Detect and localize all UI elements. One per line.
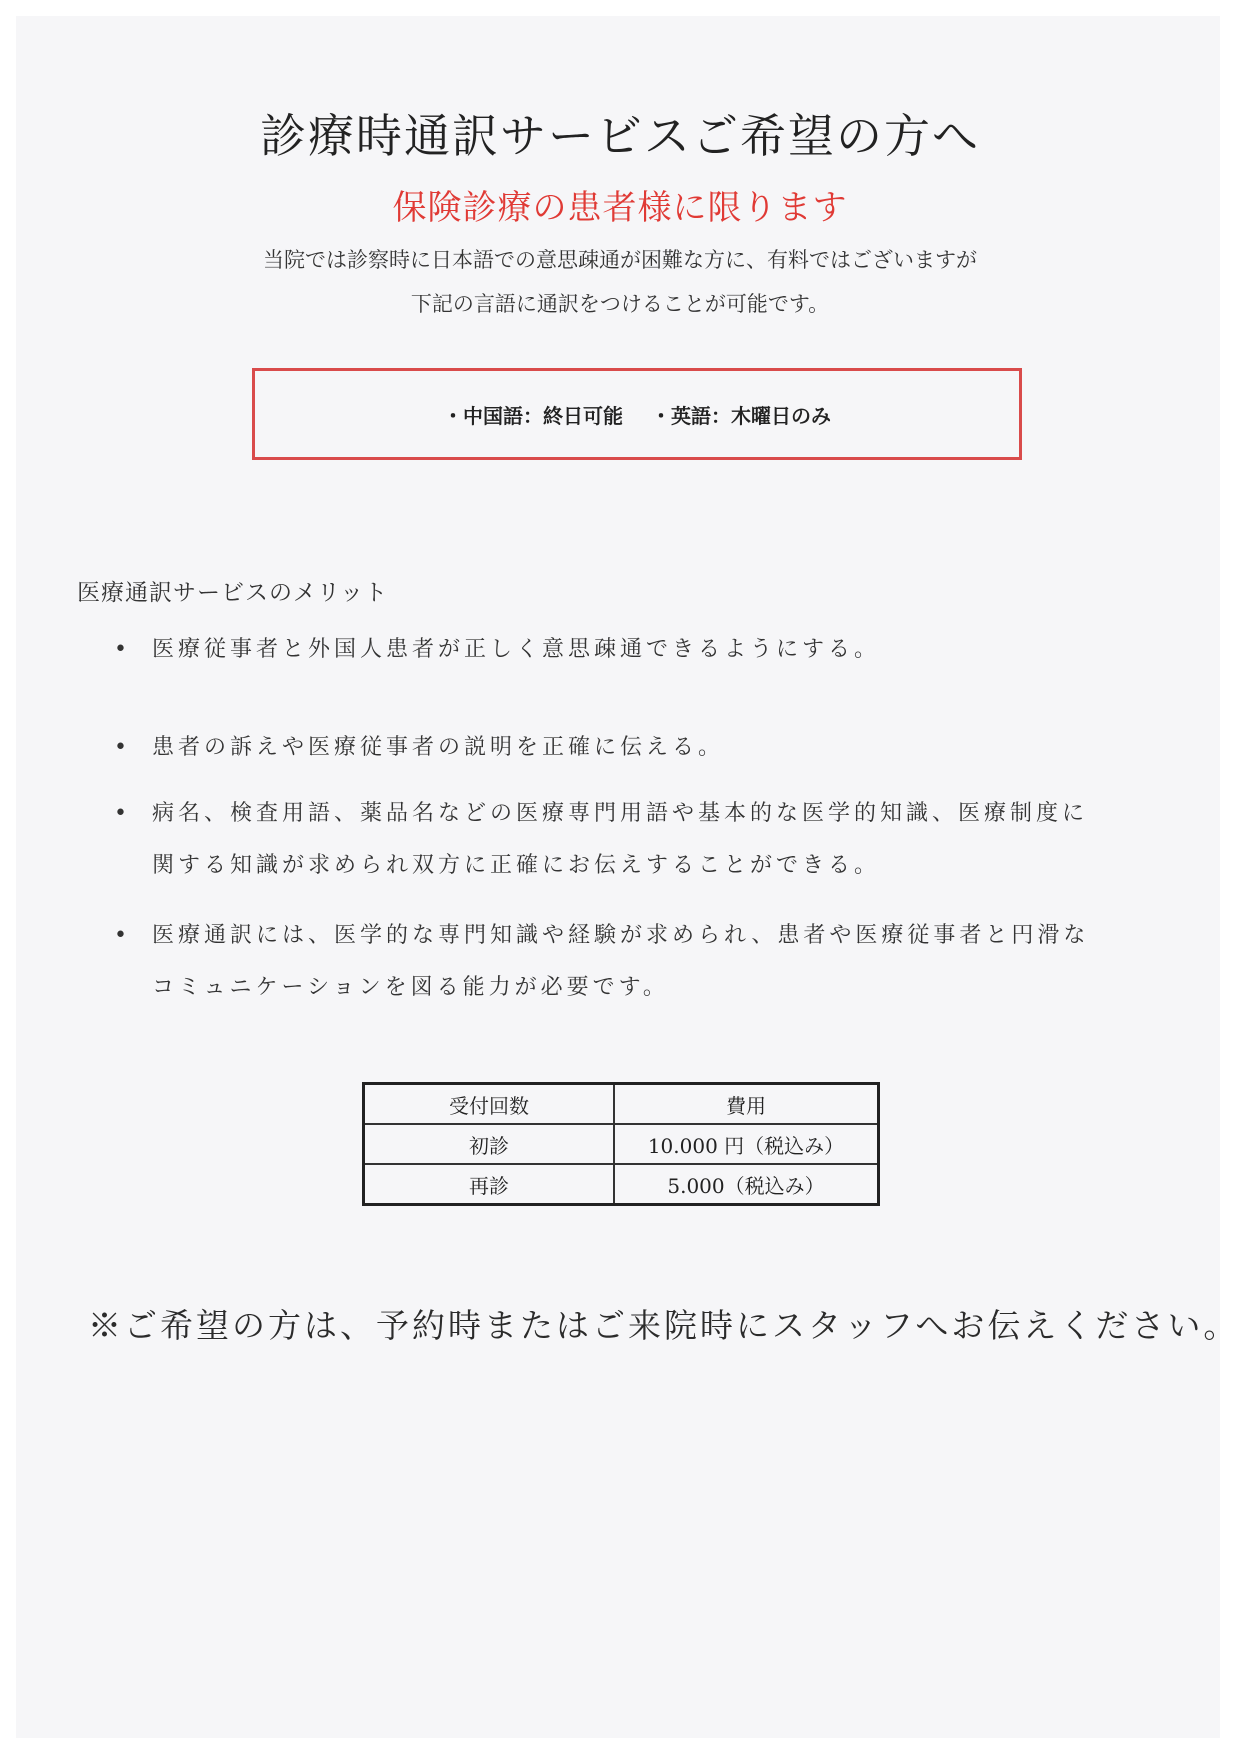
merits-heading: 医療通訳サービスのメリット: [77, 580, 389, 606]
table-row: [364, 1164, 879, 1205]
header-fee: 費用: [614, 1084, 879, 1125]
merit-item: [114, 788, 1154, 892]
merit-text-continued: 関する知識が求められ双方に正確にお伝えすることができる。: [152, 853, 881, 878]
page-title: 診療時通訳サービスご希望の方へ: [260, 109, 980, 163]
fee-cell: 5.000（税込み）: [614, 1164, 879, 1205]
merit-text: 医療従事者と外国人患者が正しく意思疎通できるようにする。: [152, 637, 881, 662]
table-row: [364, 1124, 879, 1164]
bullet-icon: •: [114, 735, 131, 760]
merit-item: [114, 624, 1154, 676]
visit-type-cell: 初診: [364, 1124, 615, 1164]
insurance-notice: 保険診療の患者様に限ります: [392, 188, 848, 228]
bullet-icon: •: [114, 801, 131, 826]
merit-text: 病名、検査用語、薬品名などの医療専門用語や基本的な医学的知識、医療制度に: [152, 801, 1089, 826]
merit-item: [114, 722, 1154, 774]
language-english: ・英語：木曜日のみ: [651, 403, 831, 428]
intro-line-2: 下記の言語に通訳をつけることが可能です。: [410, 292, 830, 316]
table-header-row: [364, 1084, 879, 1125]
fee-cell: 10.000 円（税込み）: [614, 1124, 879, 1164]
merit-item: [114, 910, 1154, 1014]
header-visit-count: 受付回数: [364, 1084, 615, 1125]
fee-table: [362, 1082, 880, 1206]
visit-type-cell: 再診: [364, 1164, 615, 1205]
language-availability-box: [252, 368, 1022, 460]
merit-text: 患者の訴えや医療従事者の説明を正確に伝える。: [152, 735, 725, 760]
language-chinese: ・中国語：終日可能: [443, 403, 623, 428]
bullet-icon: •: [114, 923, 131, 948]
merit-text-continued: コミュニケーションを図る能力が必要です。: [152, 975, 669, 1000]
bullet-icon: •: [114, 637, 131, 662]
merit-text: 医療通訳には、医学的な専門知識や経験が求められ、患者や医療従事者と円滑な: [152, 923, 1090, 948]
contact-staff-note: ※ご希望の方は、予約時またはご来院時にスタッフへお伝えください。: [88, 1306, 1240, 1345]
intro-line-1: 当院では診察時に日本語での意思疎通が困難な方に、有料ではございますが: [263, 248, 977, 272]
